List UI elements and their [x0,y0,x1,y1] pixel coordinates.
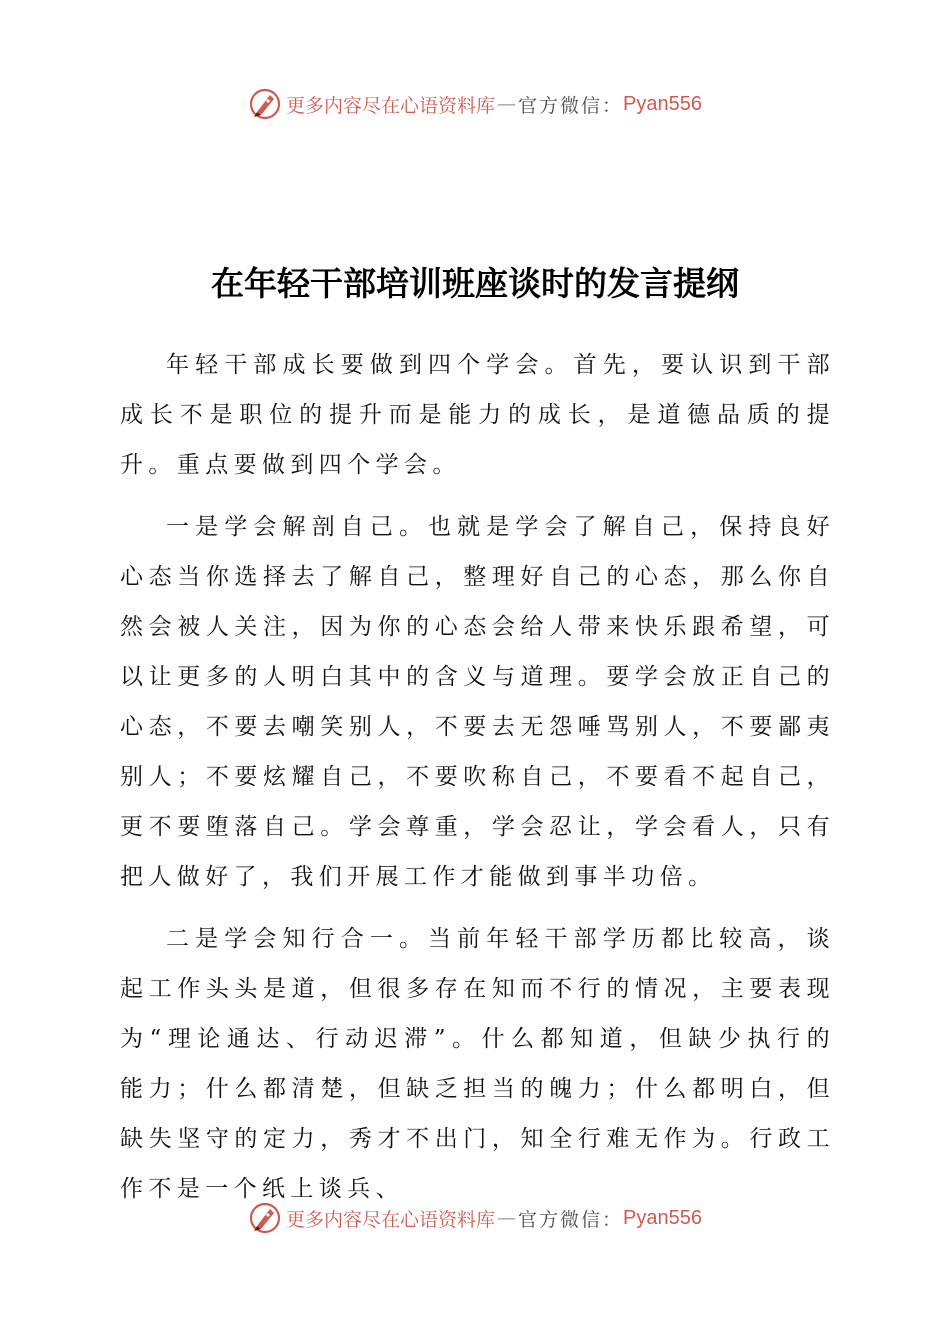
document-body [120,340,835,1226]
pen-nib-logo-icon [248,87,282,121]
banner-main-text: 更多内容尽在心语资料库 [286,94,496,117]
pen-nib-logo-icon [248,1201,282,1235]
header-banner [0,84,950,124]
footer-banner [0,1198,950,1238]
banner-main-text: 更多内容尽在心语资料库 [286,1208,496,1231]
banner-official-label: 官方微信： [518,1208,624,1231]
paragraph-point-one: 一是学会解剖自己。也就是学会了解自己，保持良好心态当你选择去了解自己，整理好自己的心态，那么你自然会被人关注，因为你的心态会给人带来快乐跟希望，可以让更多的人明白其中的含义与道理。要学会放正自己的心态，不要去嘲笑别人，不要去无怨唾骂别人，不要鄙夷别人；不要炫耀自己，不要吹称自己，不要看不起自己，更不要堕落自己。学会尊重，学会忍让，学会看人，只有把人做好了，我们开展工作才能做到事半功倍。 [120,514,835,890]
paragraph-point-two: 二是学会知行合一。当前年轻干部学历都比较高，谈起工作头头是道，但很多存在知而不行的情况，主要表现为“理论通达、行动迟滞”。什么都知道，但缺少执行的能力；什么都清楚，但缺乏担当的魄力；什么都明白，但缺失坚守的定力，秀才不出门，知全行难无作为。行政工作不是一个纸上谈兵、 [120,926,835,1202]
paragraph-intro: 年轻干部成长要做到四个学会。首先，要认识到干部成长不是职位的提升而是能力的成长，是道德品质的提升。重点要做到四个学会。 [120,352,835,478]
banner-wechat-id: Pyan556 [623,1206,702,1229]
banner-dash: — [497,1207,517,1229]
document-title: 在年轻干部培训班座谈时的发言提纲 [211,264,739,303]
banner-official-label: 官方微信： [518,94,624,117]
banner-wechat-id: Pyan556 [623,92,702,115]
banner-dash: — [497,93,517,115]
